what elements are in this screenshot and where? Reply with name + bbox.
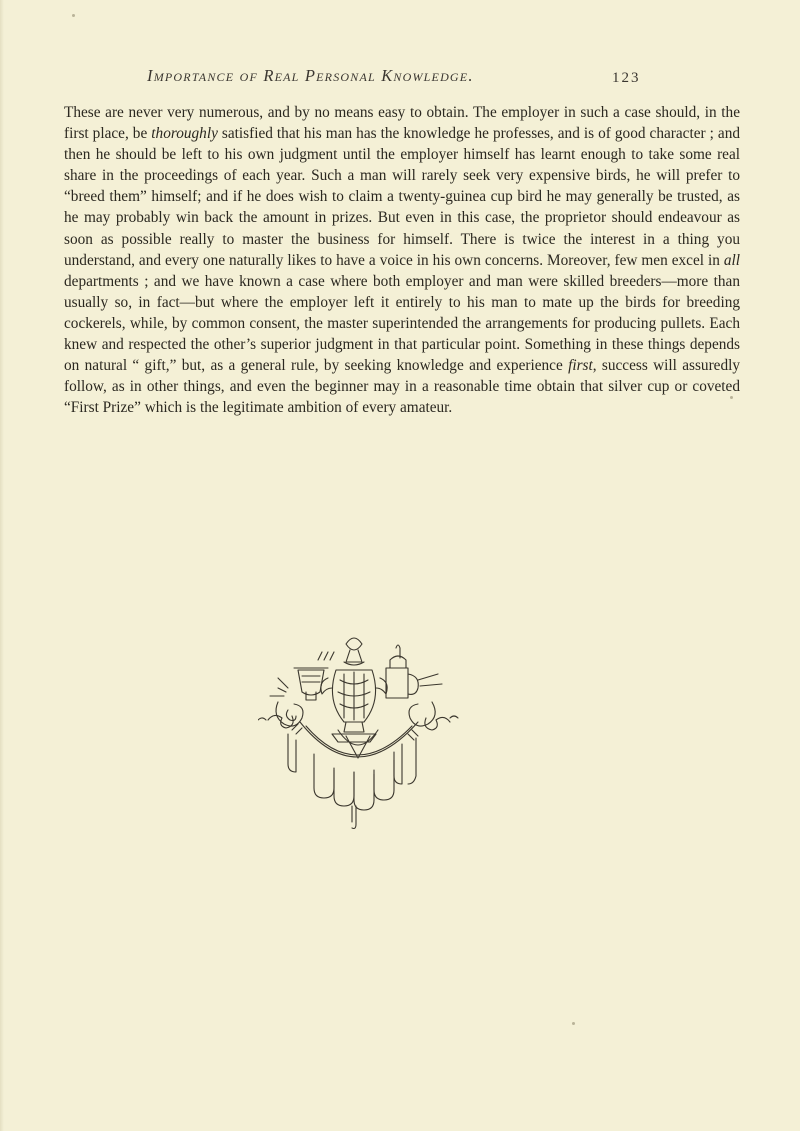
paper-speck — [72, 14, 75, 17]
emphasis-thoroughly: thoroughly — [151, 125, 218, 143]
page-edge — [0, 0, 4, 1131]
page-number: 123 — [612, 70, 641, 86]
emphasis-all: all — [723, 251, 740, 269]
paragraph-text: These are never very numerous, and by no means easy to obtain. The employer in such a case should, in the first place, be — [64, 104, 740, 143]
trophy-vignette-illustration — [258, 630, 460, 830]
paragraph-text: , success will assuredly follow, as in other things, and even the beginner may in a reasonable time obtain that silver cup or coveted “First Prize” which is the legitimate ambition of every amateur. — [64, 357, 741, 417]
body-paragraph — [64, 102, 740, 418]
emphasis-first: first — [568, 357, 593, 375]
paper-speck — [730, 396, 733, 399]
paragraph-text: departments ; and we have known a case where both employer and man were skilled breeders—more than usually so, in fact—but where the employer left it entirely to his man to mate up the birds for breeding cockerels, while, by common consent, the master superintended the arrangements for producing pullets. Each knew and respected the other’s superior judgment in that particular point. Something in these things depends on natural “ gift,” but, as a general rule, by seeking knowledge and experience — [64, 272, 740, 375]
paragraph-text: satisfied that his man has the knowledge he professes, and is of good character ; and then he should be left to his own judgment until the employer himself has learnt enough to take some real share in the proceedings of each year. Such a man will rarely seek very expensive birds, he will prefer to “breed them” himself; and if he does wish to claim a twenty-guinea cup bird he may generally be trusted, as he may probably win back the amount in prizes. But even in this case, the proprietor should endeavour as soon as possible really to master the business for himself. There is twice the interest in a thing you understand, and every one naturally likes to have a voice in his own concerns. Moreover, few men excel in — [64, 125, 740, 269]
running-title: Importance of Real Personal Knowledge. — [147, 66, 474, 85]
paper-speck — [572, 1022, 575, 1025]
